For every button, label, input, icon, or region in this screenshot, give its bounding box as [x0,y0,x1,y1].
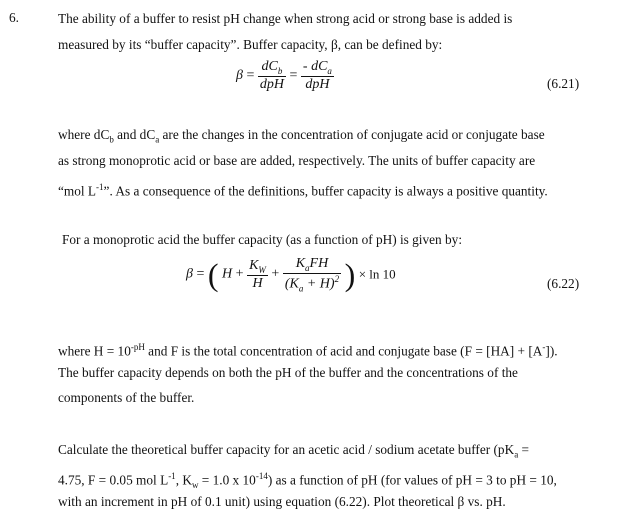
task2-c: = 1.0 x 10 [198,472,256,488]
def3-text-b: ”. As a consequence of the definitions, buffer capacity is always a positive quantity. [103,183,548,199]
eq621-frac2-num: - dC [302,59,328,74]
eq622-times-ln10: × ln 10 [358,266,396,282]
eq621-frac2-sub: a [327,65,332,76]
right-paren: ) [344,256,356,293]
task-line-2 [58,467,557,494]
task-a: Calculate the theoretical buffer capacity for an acetic acid / sodium acetate buffer (pK [58,442,515,457]
task-b: = [518,442,530,457]
def-text-c: are the changes in the concentration of conjugate acid or conjugate base [159,127,545,142]
eq622-plus-1: + [235,266,244,282]
def-sub-b: b [109,134,114,145]
task2-sup1: -1 [168,471,176,481]
ka-den-sup: 2 [334,273,340,284]
eq621-frac2-den: dpH [301,76,334,93]
task2-sub: w [191,480,199,491]
where-sup2: - [542,342,546,352]
eq622-lhs: β [186,266,193,282]
ka-num-sub: a [305,262,310,273]
task-line-1 [58,441,529,464]
equation-6-22 [186,256,396,293]
where-a: where H = 10 [58,343,131,359]
equation-number-6-21: (6.21) [547,76,580,91]
eq621-frac-b [258,59,286,93]
eq621-frac1-sub: b [277,65,283,76]
eq622-plus-2: + [271,266,280,282]
eq621-frac-a [301,59,334,93]
ka-num-rest: FH [309,256,329,271]
ka-den: (K [284,276,299,292]
def-text-a: where dC [58,127,110,142]
eq622-H: H [222,266,233,282]
task2-d: ) as a function of pH (for values of pH = 3 to pH = 10, [267,472,557,488]
ka-num: K [295,256,306,271]
eq621-equals-2: = [289,68,298,84]
def-sub-a: a [155,134,160,145]
def-text-b: and dC [113,127,156,142]
left-paren: ( [207,256,219,293]
kw-num: K [249,257,259,273]
intro-line-1: The ability of a buffer to resist pH change when strong acid or strong base is added is [58,11,513,26]
eq621-frac1-num: dC [261,59,278,74]
task2-sup2: -14 [255,471,268,481]
ka-den-rest: + H) [303,276,335,292]
task-sub: a [514,449,519,460]
def3-sup: -1 [96,182,104,192]
eq622-ka-frac [283,256,341,293]
where-line-1 [58,338,558,360]
eq621-equals: = [246,68,255,84]
where-sup: -pH [130,342,145,352]
question-number: 6. [9,10,19,25]
kw-den: H [247,275,268,292]
ka-den-sub: a [298,283,304,294]
where-b: and F is the total concentration of acid and conjugate base (F = [HA] + [A [144,343,543,359]
where-line-3: components of the buffer. [58,390,195,405]
eq621-frac1-den: dpH [259,76,285,92]
definition-line-3 [58,178,548,200]
intro-line-2: measured by its “buffer capacity”. Buffer capacity, β, can be defined by: [58,37,443,52]
definition-line-1 [58,126,545,149]
eq621-lhs: β [236,68,243,84]
task-line-3: with an increment in pH of 0.1 unit) using equation (6.22). Plot theoretical β vs. pH. [58,494,506,509]
kw-sub: W [258,264,266,275]
equation-number-6-22: (6.22) [547,276,580,291]
def3-text-a: “mol L [58,183,97,199]
definition-line-2: as strong monoprotic acid or base are added, respectively. The units of buffer capacity are [58,153,536,168]
monoprotic-intro: For a monoprotic acid the buffer capacity (as a function of pH) is given by: [62,232,463,247]
task2-a: 4.75, F = 0.05 mol L [58,472,169,488]
eq622-kw-frac [247,258,268,292]
eq622-equals: = [196,266,205,282]
where-c: ]). [545,343,558,359]
equation-6-21 [236,59,334,93]
where-line-2: The buffer capacity depends on both the pH of the buffer and the concentrations of the [58,365,518,380]
task2-b: , K [175,472,192,488]
